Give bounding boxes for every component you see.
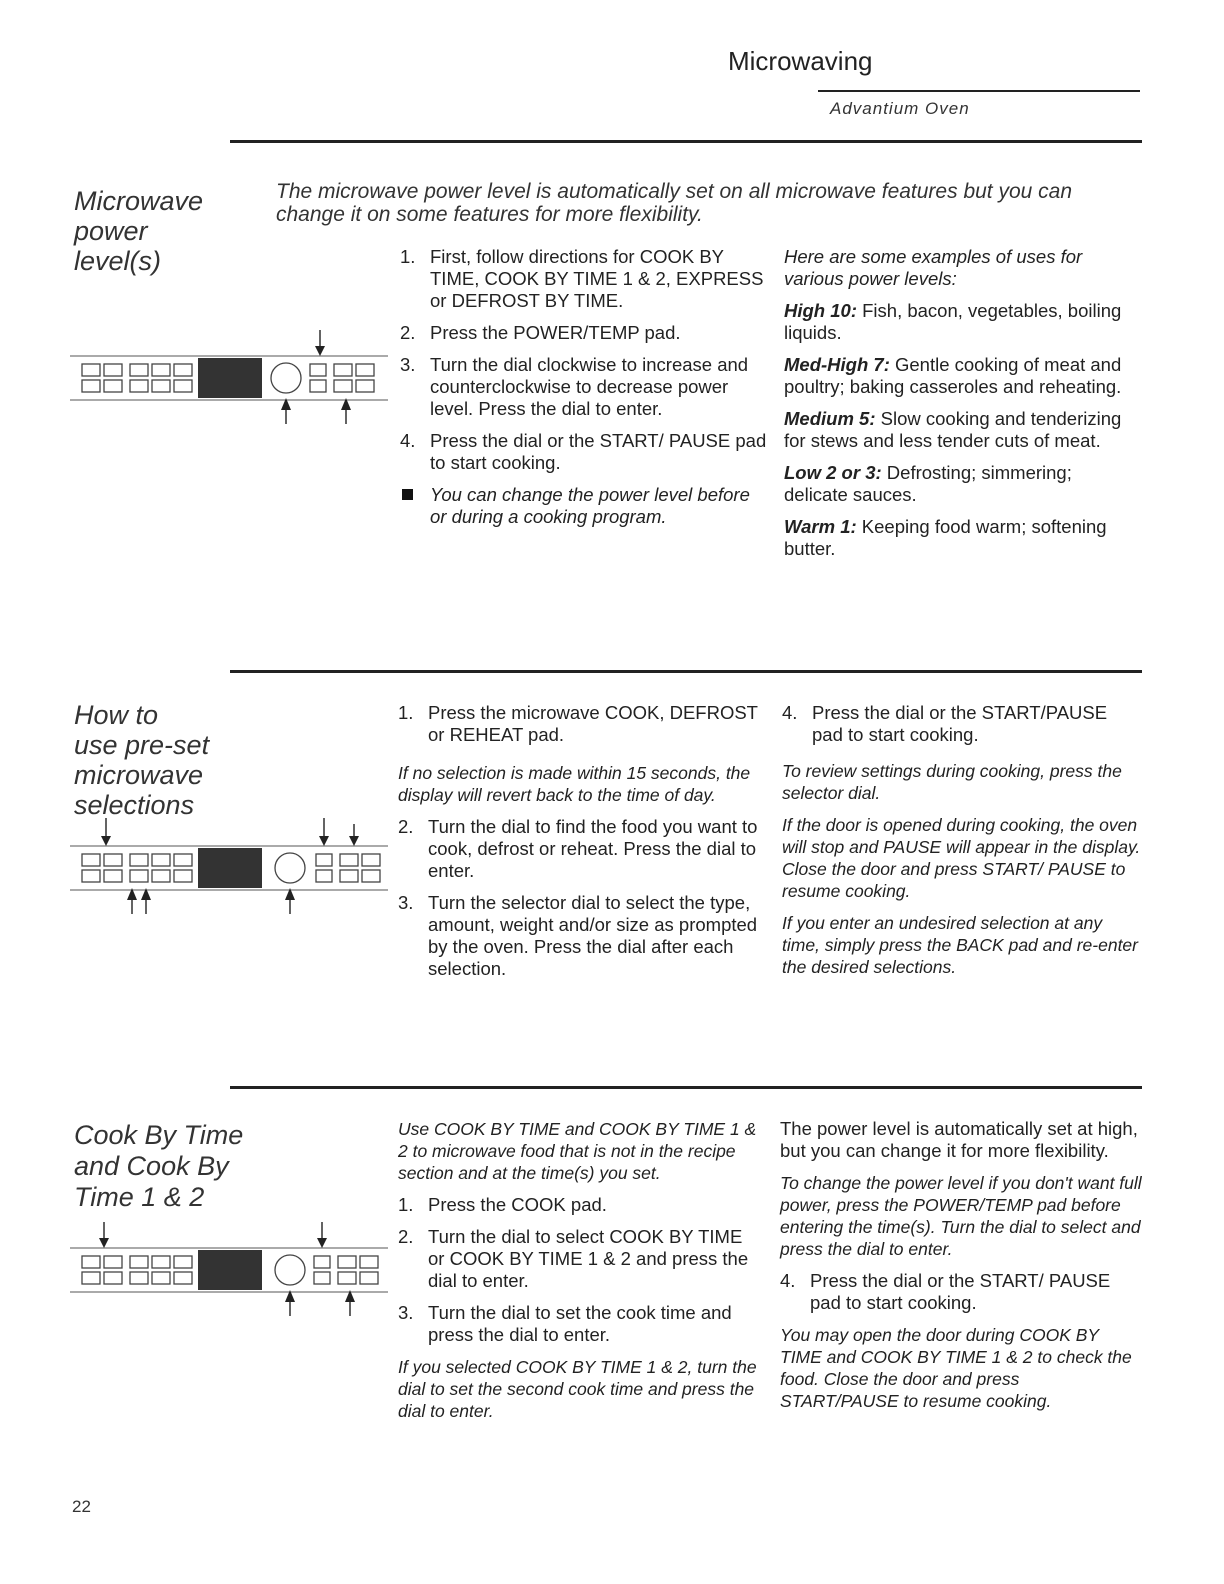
section-title-power <box>74 186 203 276</box>
example-item <box>784 462 1134 506</box>
example-text: Slow cooking and tenderizing for stews and less tender cuts of meat. <box>784 408 1122 451</box>
preset-right-column <box>782 702 1142 988</box>
preset-note: If you enter an undesired selection at any time, simply press the BACK pad and re-enter the desired selections. <box>782 913 1138 977</box>
example-label: Med-High 7: <box>784 354 890 375</box>
cooktime-step <box>398 1226 758 1292</box>
preset-note: If the door is opened during cooking, the oven will stop and PAUSE will appear in the display. Close the door and press START/ PAUSE to resume cooking. <box>782 815 1141 901</box>
power-step <box>400 354 770 420</box>
section-title-line: Cook By Time <box>74 1120 244 1150</box>
section-title-preset <box>74 700 209 820</box>
example-item <box>784 516 1134 560</box>
example-label: Warm 1: <box>784 516 857 537</box>
section-divider <box>230 670 1142 673</box>
example-text: Gentle cooking of meat and poultry; baking casseroles and reheating. <box>784 354 1122 397</box>
cooktime-note: If you selected COOK BY TIME 1 & 2, turn the dial to set the second cook time and press the dial to enter. <box>398 1357 757 1421</box>
step-number: 3. <box>398 1302 414 1323</box>
control-panel-illustration <box>70 818 390 918</box>
page-header-title: Microwaving <box>728 46 873 76</box>
step-text: Press the dial or the START/ PAUSE pad to start cooking. <box>430 430 767 473</box>
section-title-line: Microwave <box>74 186 204 216</box>
power-step <box>400 322 770 344</box>
cooktime-paragraph: The power level is automatically set at high, but you can change it for more flexibility. <box>780 1118 1138 1161</box>
header-rule <box>818 90 1140 92</box>
step-text: Press the dial or the START/PAUSE pad to start cooking. <box>812 702 1108 745</box>
section-title-cooktime <box>74 1120 243 1213</box>
cooktime-note: You may open the door during COOK BY TIME and COOK BY TIME 1 & 2 to check the food. Close the door and press START/PAUSE to resume cooking. <box>780 1325 1132 1411</box>
examples-intro: Here are some examples of uses for various power levels: <box>784 246 1083 289</box>
example-item <box>784 300 1134 344</box>
note-text: You can change the power level before or during a cooking program. <box>430 484 750 527</box>
step-text: Press the COOK pad. <box>428 1194 607 1215</box>
preset-step <box>398 892 758 980</box>
step-text: Turn the selector dial to select the type, amount, weight and/or size as prompted by the oven. Press the dial after each selection. <box>428 892 758 979</box>
power-steps <box>400 246 770 538</box>
section-title-line: level(s) <box>74 246 162 276</box>
step-text: Turn the dial to set the cook time and press the dial to enter. <box>428 1302 732 1345</box>
step-number: 1. <box>398 702 414 723</box>
cooktime-left-column <box>398 1118 758 1432</box>
power-step <box>400 430 770 474</box>
step-text: First, follow directions for COOK BY TIME, COOK BY TIME 1 & 2, EXPRESS or DEFROST BY TIME. <box>430 246 764 311</box>
section-title-line: microwave <box>74 760 204 790</box>
power-examples <box>784 246 1134 570</box>
example-item <box>784 354 1134 398</box>
step-number: 1. <box>400 246 416 267</box>
cooktime-step <box>398 1194 758 1216</box>
example-label: Medium 5: <box>784 408 876 429</box>
page-header-subtitle: Advantium Oven <box>830 99 970 118</box>
section-title-line: Time 1 & 2 <box>74 1182 205 1212</box>
step-text: Turn the dial to find the food you want to cook, defrost or reheat. Press the dial to enter. <box>428 816 758 881</box>
square-bullet-icon <box>402 489 413 500</box>
section-divider <box>230 140 1142 143</box>
example-text: Keeping food warm; softening butter. <box>784 516 1107 559</box>
control-panel-illustration <box>70 330 390 430</box>
step-number: 2. <box>398 1226 414 1247</box>
preset-step <box>782 702 1142 746</box>
example-label: High 10: <box>784 300 857 321</box>
section-title-line: and Cook By <box>74 1151 229 1181</box>
cooktime-note: To change the power level if you don't want full power, press the POWER/TEMP pad before entering the time(s). Turn the dial to select and press the dial to enter. <box>780 1173 1142 1259</box>
cooktime-right-column <box>780 1118 1142 1422</box>
step-text: Turn the dial to select COOK BY TIME or COOK BY TIME 1 & 2 and press the dial to enter. <box>428 1226 749 1291</box>
step-text: Press the microwave COOK, DEFROST or REHEAT pad. <box>428 702 758 745</box>
step-text: Press the dial or the START/ PAUSE pad to start cooking. <box>810 1270 1111 1313</box>
example-text: Fish, bacon, vegetables, boiling liquids. <box>784 300 1122 343</box>
cooktime-step <box>398 1302 758 1346</box>
page-number: 22 <box>72 1497 91 1516</box>
step-number: 1. <box>398 1194 414 1215</box>
example-label: Low 2 or 3: <box>784 462 882 483</box>
section-title-line: power <box>74 216 148 246</box>
preset-left-column <box>398 702 758 990</box>
step-number: 4. <box>782 702 798 723</box>
step-number: 4. <box>780 1270 796 1291</box>
step-number: 3. <box>398 892 414 913</box>
step-number: 2. <box>400 322 416 343</box>
power-step <box>400 246 770 312</box>
step-number: 3. <box>400 354 416 375</box>
section-title-line: How to <box>74 700 159 730</box>
step-number: 4. <box>400 430 416 451</box>
section-title-line: use pre-set <box>74 730 210 760</box>
step-text: Press the POWER/TEMP pad. <box>430 322 681 343</box>
preset-note: If no selection is made within 15 seconds, the display will revert back to the time of day. <box>398 763 751 805</box>
power-note <box>400 484 770 528</box>
example-text: Defrosting; simmering; delicate sauces. <box>784 462 1072 505</box>
control-panel-illustration <box>70 1222 390 1322</box>
example-item <box>784 408 1134 452</box>
preset-step <box>398 816 758 882</box>
step-text: Turn the dial clockwise to increase and counterclockwise to decrease power level. Press the dial to enter. <box>430 354 749 419</box>
preset-note: To review settings during cooking, press the selector dial. <box>782 761 1122 803</box>
preset-step <box>398 702 758 746</box>
cooktime-step <box>780 1270 1142 1314</box>
power-intro: The microwave power level is automatically set on all microwave features but you can change it on some features for more flexibility. <box>276 180 1073 226</box>
section-title-line: selections <box>74 790 195 820</box>
cooktime-intro: Use COOK BY TIME and COOK BY TIME 1 & 2 to microwave food that is not in the recipe section and at the time(s) you set. <box>398 1119 757 1183</box>
step-number: 2. <box>398 816 414 837</box>
section-divider <box>230 1086 1142 1089</box>
